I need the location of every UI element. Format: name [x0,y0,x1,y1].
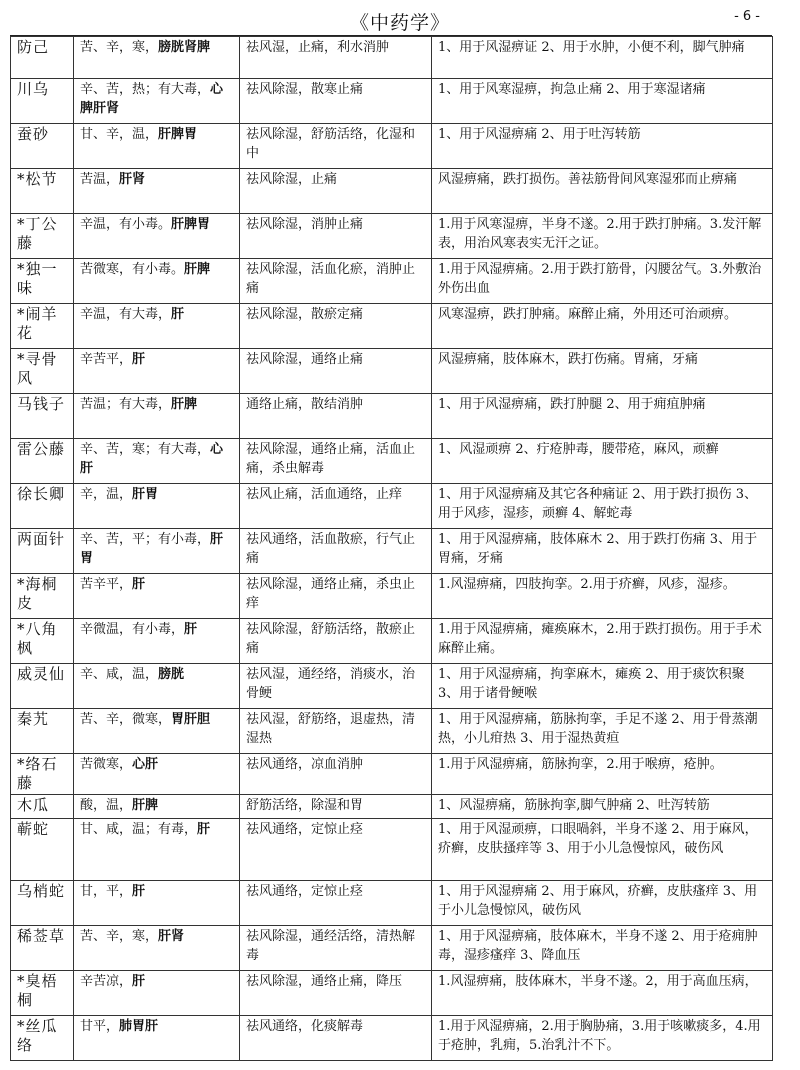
herb-property: 甘、辛，温， [80,127,159,142]
herb-meridian: 心肝 [132,757,159,772]
herb-name: 稀莶草 [11,926,74,971]
herb-meridian: 肝胃 [132,487,159,502]
herb-effect: 舒筋活络，除湿和胃 [240,795,432,819]
herb-property: 苦温， [80,172,120,187]
herb-property: 甘、咸，温；有毒， [80,822,198,837]
table-row [11,439,773,484]
table-row [11,881,773,926]
herb-usage: 1、用于风湿痹痛，拘挛麻木，瘫痪 2、用于痰饮积聚 3、用于诸骨鲠喉 [432,664,773,709]
herb-effect: 祛风湿，通经络，消痰水，治骨鲠 [240,664,432,709]
herb-effect: 祛风除湿，通络止痛 [240,349,432,394]
herb-usage: 1、用于风湿顽痹，口眼喎斜，半身不遂 2、用于麻风，疥癣，皮肤搔痒等 3、用于小儿急慢惊风，破伤风 [432,819,773,881]
herb-effect: 祛风除湿，通经活络，清热解毒 [240,926,432,971]
herb-property-cell [74,484,240,529]
herb-effect: 祛风除湿，活血化瘀，消肿止痛 [240,259,432,304]
herb-name: 徐长卿 [11,484,74,529]
table-row [11,169,773,214]
herb-effect: 祛风湿，舒筋络，退虚热，清湿热 [240,709,432,754]
herb-effect: 祛风通络，定惊止痉 [240,819,432,881]
herb-property-cell [74,971,240,1016]
herb-usage: 风寒湿痹，跌打肿痛。麻醉止痛，外用还可治顽痹。 [432,304,773,349]
herb-effect: 祛风通络，化痰解毒 [240,1016,432,1061]
herb-table-body [11,37,773,1061]
herb-name: *丝瓜络 [11,1016,74,1061]
table-row [11,79,773,124]
herb-property: 辛苦平， [80,352,133,367]
herb-property: 辛温，有小毒。 [80,217,172,232]
herb-meridian: 肝 [132,884,146,899]
herb-meridian: 肝肾 [158,929,185,944]
herb-property-cell [74,709,240,754]
herb-usage: 1、用于风寒湿痹，拘急止痛 2、用于寒湿诸痛 [432,79,773,124]
herb-usage: 1.用于风湿痹痛，2.用于胸胁痛，3.用于咳嗽痰多，4.用于疮肿，乳痈，5.治乳汁不下。 [432,1016,773,1061]
herb-name: 雷公藤 [11,439,74,484]
table-row [11,484,773,529]
herb-property: 辛、苦，热；有大毒， [80,82,211,97]
herb-meridian: 肝肾 [119,172,146,187]
herb-effect: 祛风除湿，止痛 [240,169,432,214]
table-row [11,529,773,574]
herb-usage: 1.用于风湿痹痛，瘫痪麻木，2.用于跌打损伤。用于手术麻醉止痛。 [432,619,773,664]
herb-usage: 1、用于风湿痹痛，肢体麻木 2、用于跌打伤痛 3、用于胃痛，牙痛 [432,529,773,574]
herb-meridian: 肺胃肝 [119,1019,159,1034]
herb-property: 酸，温， [80,798,133,813]
page-header [0,0,800,38]
herb-effect: 通络止痛，散结消肿 [240,394,432,439]
table-row [11,37,773,79]
herb-property: 苦、辛，微寒， [80,712,172,727]
herb-meridian: 肝 [132,352,146,367]
herb-meridian: 肝 [171,307,185,322]
herb-meridian: 肝脾胃 [171,217,211,232]
herb-effect: 祛风通络，定惊止痉 [240,881,432,926]
table-row [11,349,773,394]
herb-effect: 祛风止痛，活血通络，止痒 [240,484,432,529]
herb-property: 苦、辛，寒， [80,929,159,944]
herb-property: 辛温，有大毒， [80,307,172,322]
herb-usage: 1.用于风湿痹痛，筋脉拘挛，2.用于喉痹，疮肿。 [432,754,773,795]
herb-property: 辛，温， [80,487,133,502]
herb-effect: 祛风除湿，通络止痛，降压 [240,971,432,1016]
herb-name: *丁公藤 [11,214,74,259]
herb-name: *络石藤 [11,754,74,795]
herb-property: 甘平， [80,1019,120,1034]
herb-effect: 祛风除湿，通络止痛，杀虫止痒 [240,574,432,619]
table-row [11,819,773,881]
herb-meridian: 心脾肝肾 [80,82,224,116]
herb-name: 川乌 [11,79,74,124]
table-row [11,304,773,349]
herb-meridian: 肝 [132,577,146,592]
herb-effect: 祛风除湿，舒筋活络，化湿和中 [240,124,432,169]
herb-property: 辛、苦，寒；有大毒， [80,442,211,457]
herb-usage: 1、风湿顽痹 2、疔疮肿毒，腰带疮，麻风，顽癣 [432,439,773,484]
herb-property: 苦微寒，有小毒。 [80,262,185,277]
herb-usage: 1、用于风湿痹痛 2、用于麻风，疥癣，皮肤瘙痒 3、用于小儿急慢惊风，破伤风 [432,881,773,926]
herb-usage: 1.用于风湿痹痛。2.用于跌打筋骨，闪腰岔气。3.外敷治外伤出血 [432,259,773,304]
herb-effect: 祛风通络，活血散瘀，行气止痛 [240,529,432,574]
table-row [11,709,773,754]
herb-property-cell [74,124,240,169]
table-row [11,259,773,304]
herb-usage: 1、用于风湿痹痛及其它各种痛证 2、用于跌打损伤 3、用于风疹，湿疹，顽癣 4、解蛇毒 [432,484,773,529]
herb-name: *海桐皮 [11,574,74,619]
herb-property-cell [74,37,240,79]
herb-usage: 风湿痹痛，肢体麻木，跌打伤痛。胃痛，牙痛 [432,349,773,394]
herb-name: *臭梧桐 [11,971,74,1016]
table-row [11,754,773,795]
herb-name: *寻骨风 [11,349,74,394]
herb-property: 辛微温，有小毒， [80,622,185,637]
table-row [11,795,773,819]
herb-name: 蚕砂 [11,124,74,169]
table-row [11,664,773,709]
herb-meridian: 肝 [197,822,211,837]
herb-property: 苦、辛，寒， [80,40,159,55]
herb-property-cell [74,79,240,124]
herb-name: *闹羊花 [11,304,74,349]
herb-property-cell [74,394,240,439]
herb-property-cell [74,349,240,394]
herb-property-cell [74,169,240,214]
herb-usage: 1、用于风湿痹证 2、用于水肿，小便不利，脚气肿痛 [432,37,773,79]
herb-property-cell [74,259,240,304]
herb-meridian: 肝胃 [80,532,224,566]
table-row [11,926,773,971]
herb-usage: 1、用于风湿痹痛 2、用于吐泻转筋 [432,124,773,169]
table-row [11,214,773,259]
herb-property-cell [74,304,240,349]
table-row [11,394,773,439]
herb-meridian: 肝脾 [184,262,211,277]
herb-name: 两面针 [11,529,74,574]
herb-effect: 祛风除湿，散瘀定痛 [240,304,432,349]
herb-usage: 1.风湿痹痛，四肢拘挛。2.用于疥癣，风疹，湿疹。 [432,574,773,619]
herb-name: 防己 [11,37,74,79]
herb-property-cell [74,1016,240,1061]
herb-effect: 祛风湿，止痛，利水消肿 [240,37,432,79]
herb-name: *八角枫 [11,619,74,664]
herb-property: 苦微寒， [80,757,133,772]
page-number: - 6 - [734,9,760,24]
herb-name: 秦艽 [11,709,74,754]
herb-property-cell [74,619,240,664]
herb-property-cell [74,819,240,881]
herb-meridian: 肝 [184,622,198,637]
table-row [11,124,773,169]
herb-meridian: 心肝 [80,442,224,476]
herb-name: 马钱子 [11,394,74,439]
herb-meridian: 肝脾 [171,397,198,412]
herb-property-cell [74,664,240,709]
herb-property-cell [74,754,240,795]
herb-table [10,36,773,1061]
herb-effect: 祛风通络，凉血消肿 [240,754,432,795]
herb-property: 辛、咸，温， [80,667,159,682]
herb-property-cell [74,795,240,819]
herb-property-cell [74,439,240,484]
herb-name: 乌梢蛇 [11,881,74,926]
herb-effect: 祛风除湿，舒筋活络，散瘀止痛 [240,619,432,664]
herb-usage: 1.用于风寒湿痹，半身不遂。2.用于跌打肿痛。3.发汗解表，用治风寒表实无汗之证。 [432,214,773,259]
herb-property-cell [74,574,240,619]
herb-property: 苦温；有大毒， [80,397,172,412]
herb-usage: 1.风湿痹痛，肢体麻木，半身不遂。2，用于高血压病， [432,971,773,1016]
herb-name: 木瓜 [11,795,74,819]
herb-property-cell [74,214,240,259]
page-title: 《中药学》 [349,12,450,34]
herb-name: 威灵仙 [11,664,74,709]
herb-property: 甘，平， [80,884,133,899]
herb-meridian: 肝 [132,974,146,989]
herb-effect: 祛风除湿，散寒止痛 [240,79,432,124]
herb-property: 辛苦凉， [80,974,133,989]
table-row [11,1016,773,1061]
herb-usage: 风湿痹痛，跌打损伤。善祛筋骨间风寒湿邪而止痹痛 [432,169,773,214]
herb-effect: 祛风除湿，消肿止痛 [240,214,432,259]
herb-usage: 1、用于风湿痹痛，筋脉拘挛，手足不遂 2、用于骨蒸潮热，小儿疳热 3、用于湿热黄疸 [432,709,773,754]
herb-property: 苦辛平， [80,577,133,592]
herb-property-cell [74,529,240,574]
herb-property-cell [74,926,240,971]
herb-name: 蕲蛇 [11,819,74,881]
herb-property-cell [74,881,240,926]
herb-meridian: 肝脾 [132,798,159,813]
herb-name: *松节 [11,169,74,214]
table-row [11,971,773,1016]
table-row [11,574,773,619]
herb-meridian: 膀胱 [158,667,185,682]
herb-usage: 1、风湿痹痛，筋脉拘挛,脚气肿痛 2、吐泻转筋 [432,795,773,819]
herb-meridian: 胃肝胆 [171,712,211,727]
herb-name: *独一味 [11,259,74,304]
herb-usage: 1、用于风湿痹痛，跌打肿腿 2、用于痈疽肿痛 [432,394,773,439]
herb-meridian: 膀胱肾脾 [158,40,211,55]
herb-property: 辛、苦，平；有小毒， [80,532,211,547]
herb-meridian: 肝脾胃 [158,127,198,142]
herb-effect: 祛风除湿，通络止痛，活血止痛，杀虫解毒 [240,439,432,484]
herb-usage: 1、用于风湿痹痛，肢体麻木，半身不遂 2、用于疮痈肿毒，湿疹瘙痒 3、降血压 [432,926,773,971]
table-row [11,619,773,664]
